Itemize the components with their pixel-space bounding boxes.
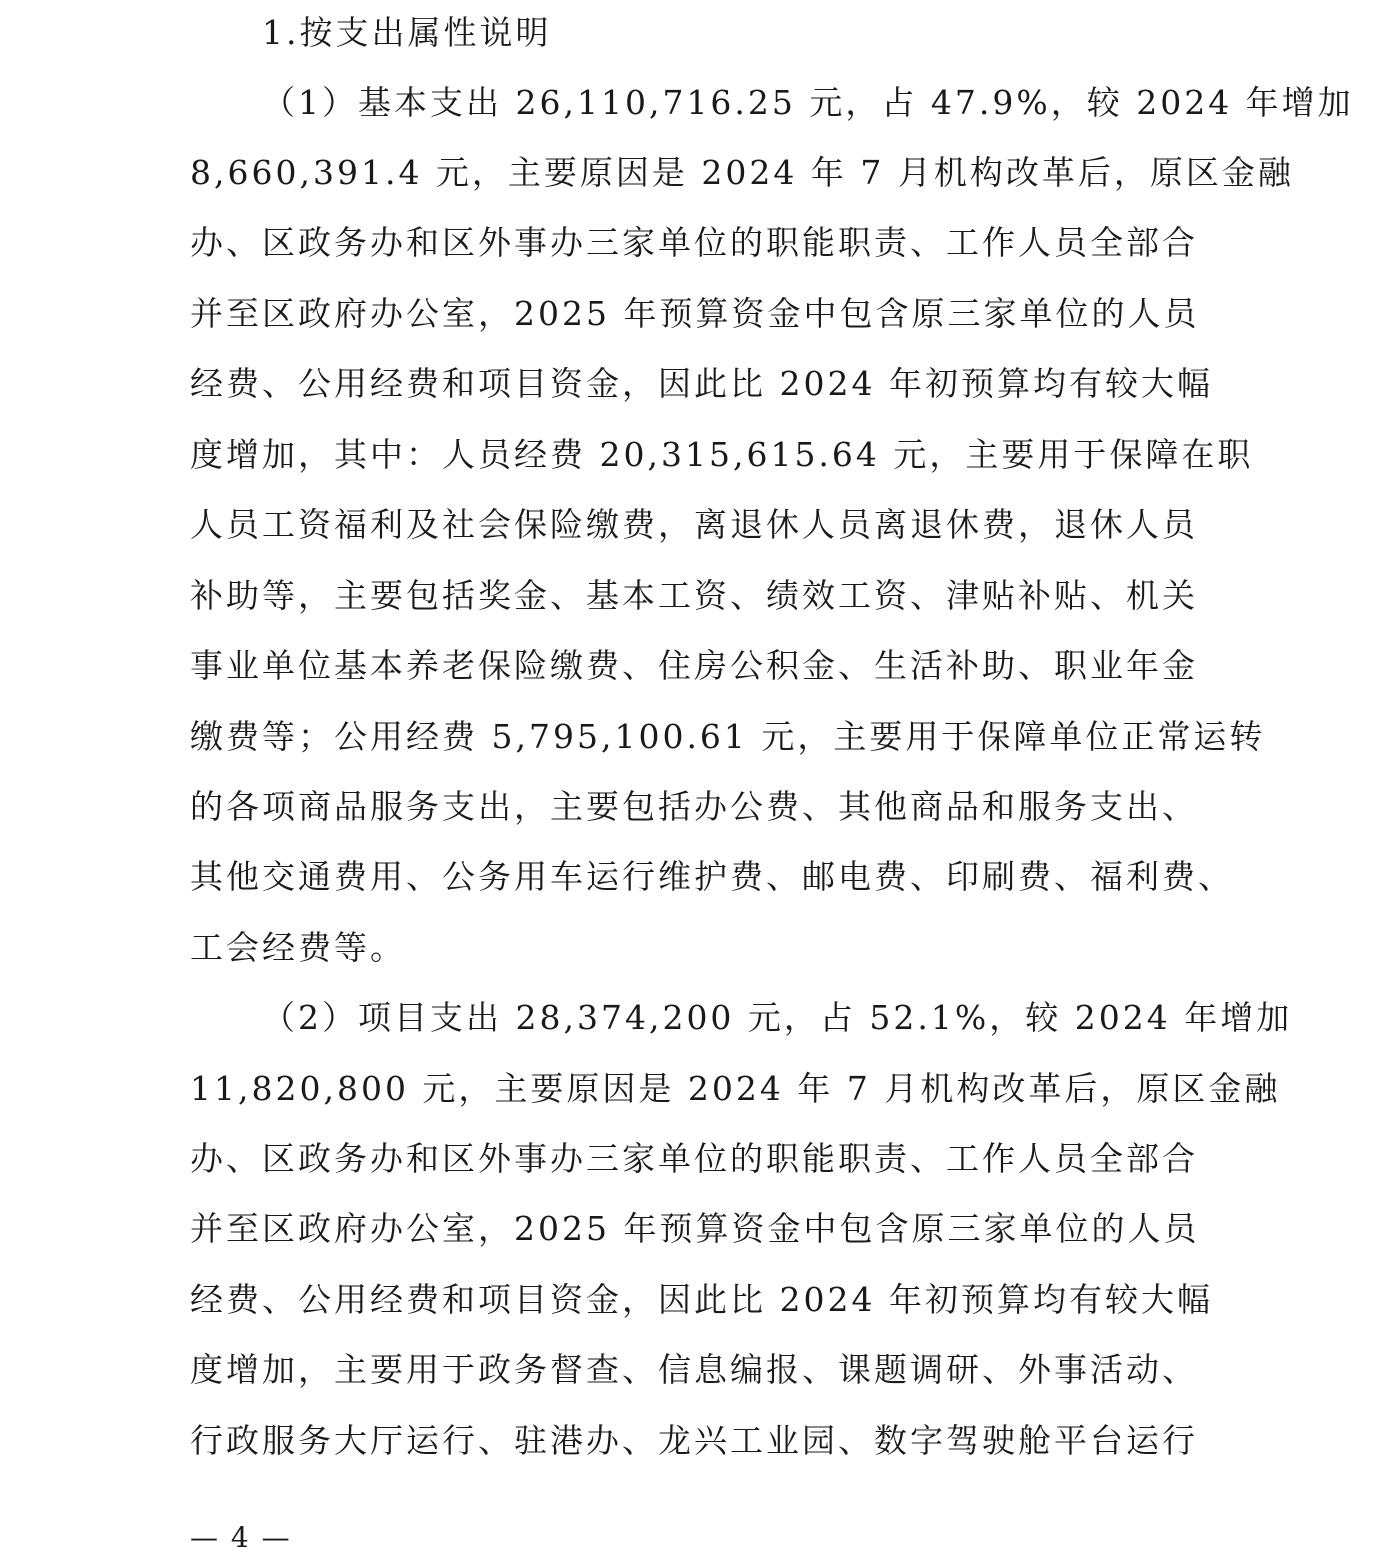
text-line: 经费、公用经费和项目资金，因此比 2024 年初预算均有较大幅 — [190, 1280, 1213, 1319]
text-line: （2）项目支出 28,374,200 元，占 52.1%，较 2024 年增加 — [262, 998, 1293, 1037]
text-line: 补助等，主要包括奖金、基本工资、绩效工资、津贴补贴、机关 — [190, 576, 1198, 615]
text-line: 度增加，主要用于政务督查、信息编报、课题调研、外事活动、 — [190, 1350, 1198, 1389]
text-line: 11,820,800 元，主要原因是 2024 年 7 月机构改革后，原区金融 — [190, 1069, 1281, 1108]
text-line: 并至区政府办公室，2025 年预算资金中包含原三家单位的人员 — [190, 294, 1200, 333]
text-line: 办、区政务办和区外事办三家单位的职能职责、工作人员全部合 — [190, 1139, 1198, 1178]
text-line: （1）基本支出 26,110,716.25 元，占 47.9%，较 2024 年增加 — [262, 83, 1354, 122]
text-line: 其他交通费用、公务用车运行维护费、邮电费、印刷费、福利费、 — [190, 857, 1234, 896]
text-line: 人员工资福利及社会保险缴费，离退休人员离退休费，退休人员 — [190, 505, 1198, 544]
text-line: 行政服务大厅运行、驻港办、龙兴工业园、数字驾驶舱平台运行 — [190, 1421, 1198, 1460]
text-line: 工会经费等。 — [190, 928, 406, 967]
text-line: 办、区政务办和区外事办三家单位的职能职责、工作人员全部合 — [190, 223, 1198, 262]
text-line: 8,660,391.4 元，主要原因是 2024 年 7 月机构改革后，原区金融 — [190, 153, 1294, 192]
text-line: 度增加，其中：人员经费 20,315,615.64 元，主要用于保障在职 — [190, 435, 1254, 474]
text-line: 缴费等；公用经费 5,795,100.61 元，主要用于保障单位正常运转 — [190, 717, 1266, 756]
text-line: 并至区政府办公室，2025 年预算资金中包含原三家单位的人员 — [190, 1209, 1200, 1248]
text-line: 经费、公用经费和项目资金，因此比 2024 年初预算均有较大幅 — [190, 364, 1213, 403]
section-heading: 1.按支出属性说明 — [262, 13, 552, 52]
text-line: 事业单位基本养老保险缴费、住房公积金、生活补助、职业年金 — [190, 646, 1198, 685]
page-number: — 4 — — [190, 1521, 292, 1554]
text-line: 的各项商品服务支出，主要包括办公费、其他商品和服务支出、 — [190, 787, 1198, 826]
